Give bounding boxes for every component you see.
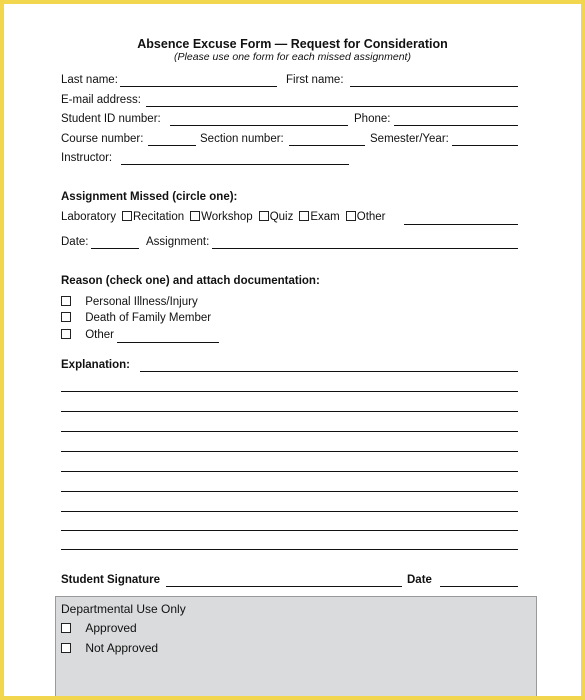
signature-date-label: Date bbox=[407, 574, 432, 586]
explanation-line[interactable] bbox=[61, 549, 518, 550]
form-page bbox=[4, 4, 581, 696]
explanation-line[interactable] bbox=[61, 511, 518, 512]
approved-option[interactable] bbox=[61, 621, 137, 635]
not-approved-option[interactable] bbox=[61, 641, 158, 655]
illness-checkbox[interactable] bbox=[61, 296, 71, 306]
not-approved-label: Not Approved bbox=[85, 641, 159, 655]
section-number-field[interactable] bbox=[289, 145, 365, 146]
instructor-field[interactable] bbox=[121, 164, 349, 165]
date-label: Date: bbox=[61, 236, 89, 248]
student-id-label: Student ID number: bbox=[61, 113, 161, 125]
explanation-line[interactable] bbox=[61, 451, 518, 452]
assignment-label: Assignment: bbox=[146, 236, 210, 248]
email-field[interactable] bbox=[146, 106, 518, 107]
option-recitation[interactable]: Recitation bbox=[132, 211, 185, 223]
last-name-label: Last name: bbox=[61, 74, 118, 86]
course-number-label: Course number: bbox=[61, 133, 144, 145]
explanation-line[interactable] bbox=[61, 471, 518, 472]
explanation-line-first[interactable] bbox=[140, 371, 518, 372]
phone-field[interactable] bbox=[394, 125, 518, 126]
exam-checkbox[interactable] bbox=[299, 211, 309, 221]
quiz-checkbox[interactable] bbox=[259, 211, 269, 221]
explanation-heading: Explanation: bbox=[61, 359, 131, 371]
explanation-line[interactable] bbox=[61, 411, 518, 412]
assignment-heading: Assignment Missed (circle one): bbox=[61, 191, 238, 203]
workshop-checkbox[interactable] bbox=[190, 211, 200, 221]
reason-other-checkbox[interactable] bbox=[61, 329, 71, 339]
reason-other-field[interactable] bbox=[117, 342, 219, 343]
explanation-line[interactable] bbox=[61, 391, 518, 392]
option-laboratory[interactable]: Laboratory bbox=[61, 211, 116, 223]
form-subtitle: (Please use one form for each missed assignment) bbox=[174, 51, 411, 63]
signature-date-field[interactable] bbox=[440, 586, 518, 587]
first-name-field[interactable] bbox=[350, 86, 518, 87]
instructor-label: Instructor: bbox=[61, 152, 113, 164]
illness-label: Personal Illness/Injury bbox=[85, 296, 198, 308]
departmental-box bbox=[55, 596, 537, 696]
explanation-line[interactable] bbox=[61, 491, 518, 492]
course-number-field[interactable] bbox=[148, 145, 196, 146]
explanation-line[interactable] bbox=[61, 530, 518, 531]
section-number-label: Section number: bbox=[200, 133, 284, 145]
assignment-other-field[interactable] bbox=[404, 224, 518, 225]
reason-option-illness[interactable] bbox=[61, 296, 198, 308]
reason-heading: Reason (check one) and attach documentation: bbox=[61, 275, 320, 287]
email-label: E-mail address: bbox=[61, 94, 141, 106]
last-name-field[interactable] bbox=[120, 86, 277, 87]
reason-option-death[interactable] bbox=[61, 312, 211, 324]
semester-year-label: Semester/Year: bbox=[370, 133, 449, 145]
recitation-checkbox[interactable] bbox=[122, 211, 132, 221]
first-name-label: First name: bbox=[286, 74, 344, 86]
student-id-field[interactable] bbox=[170, 125, 348, 126]
other-checkbox[interactable] bbox=[346, 211, 356, 221]
option-exam[interactable]: Exam bbox=[310, 211, 340, 223]
form-title: Absence Excuse Form — Request for Consideration bbox=[137, 37, 448, 51]
departmental-heading: Departmental Use Only bbox=[61, 602, 186, 616]
option-workshop[interactable]: Workshop bbox=[201, 211, 253, 223]
signature-label: Student Signature bbox=[61, 574, 161, 586]
approved-checkbox[interactable] bbox=[61, 623, 71, 633]
death-checkbox[interactable] bbox=[61, 312, 71, 322]
signature-field[interactable] bbox=[166, 586, 402, 587]
explanation-line[interactable] bbox=[61, 431, 518, 432]
death-label: Death of Family Member bbox=[85, 312, 212, 324]
reason-other-label: Other bbox=[85, 329, 114, 341]
assignment-field[interactable] bbox=[212, 248, 518, 249]
assignment-options bbox=[61, 211, 386, 223]
reason-option-other[interactable] bbox=[61, 329, 114, 341]
not-approved-checkbox[interactable] bbox=[61, 643, 71, 653]
date-field[interactable] bbox=[91, 248, 139, 249]
option-other[interactable]: Other bbox=[356, 211, 386, 223]
approved-label: Approved bbox=[85, 621, 137, 635]
phone-label: Phone: bbox=[354, 113, 391, 125]
semester-year-field[interactable] bbox=[452, 145, 518, 146]
option-quiz[interactable]: Quiz bbox=[269, 211, 294, 223]
